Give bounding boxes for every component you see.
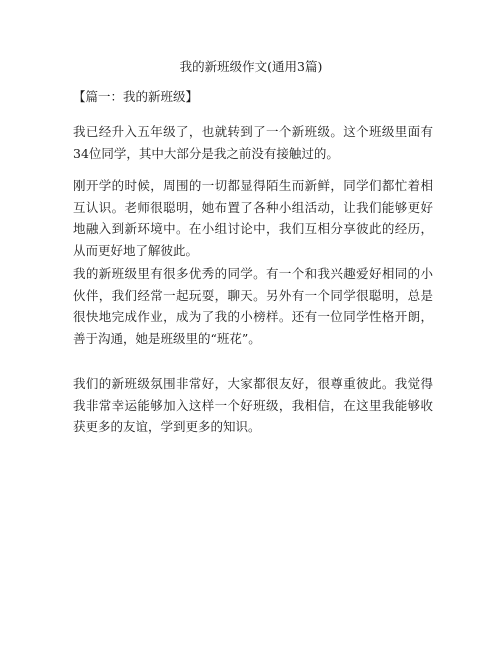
paragraph-2: 刚开学的时候，周围的一切都显得陌生而新鲜，同学们都忙着相互认识。老师很聪明，她布置了各种小组活动，让我们能够更好地融入到新环境中。在小组讨论中，我们互相分享彼此的经历，从而更好地了解彼此。 <box>73 178 433 259</box>
document-title: 我的新班级作文(通用3篇) <box>179 59 323 74</box>
paragraph-3: 我的新班级里有很多优秀的同学。有一个和我兴趣爱好相同的小伙伴，我们经常一起玩耍，聊天。另外有一个同学很聪明，总是很快地完成作业，成为了我的小榜样。还有一位同学性格开朗，善于沟通，她是班级里的“班花”。 <box>73 266 433 347</box>
paragraph-1: 我已经升入五年级了，也就转到了一个新班级。这个班级里面有34位同学，其中大部分是我之前没有接触过的。 <box>73 124 433 161</box>
section-heading: 【篇一：我的新班级】 <box>73 89 199 104</box>
paragraph-4: 我们的新班级氛围非常好，大家都很友好，很尊重彼此。我觉得我非常幸运能够加入这样一个好班级，我相信，在这里我能够收获更多的友谊，学到更多的知识。 <box>73 376 433 435</box>
